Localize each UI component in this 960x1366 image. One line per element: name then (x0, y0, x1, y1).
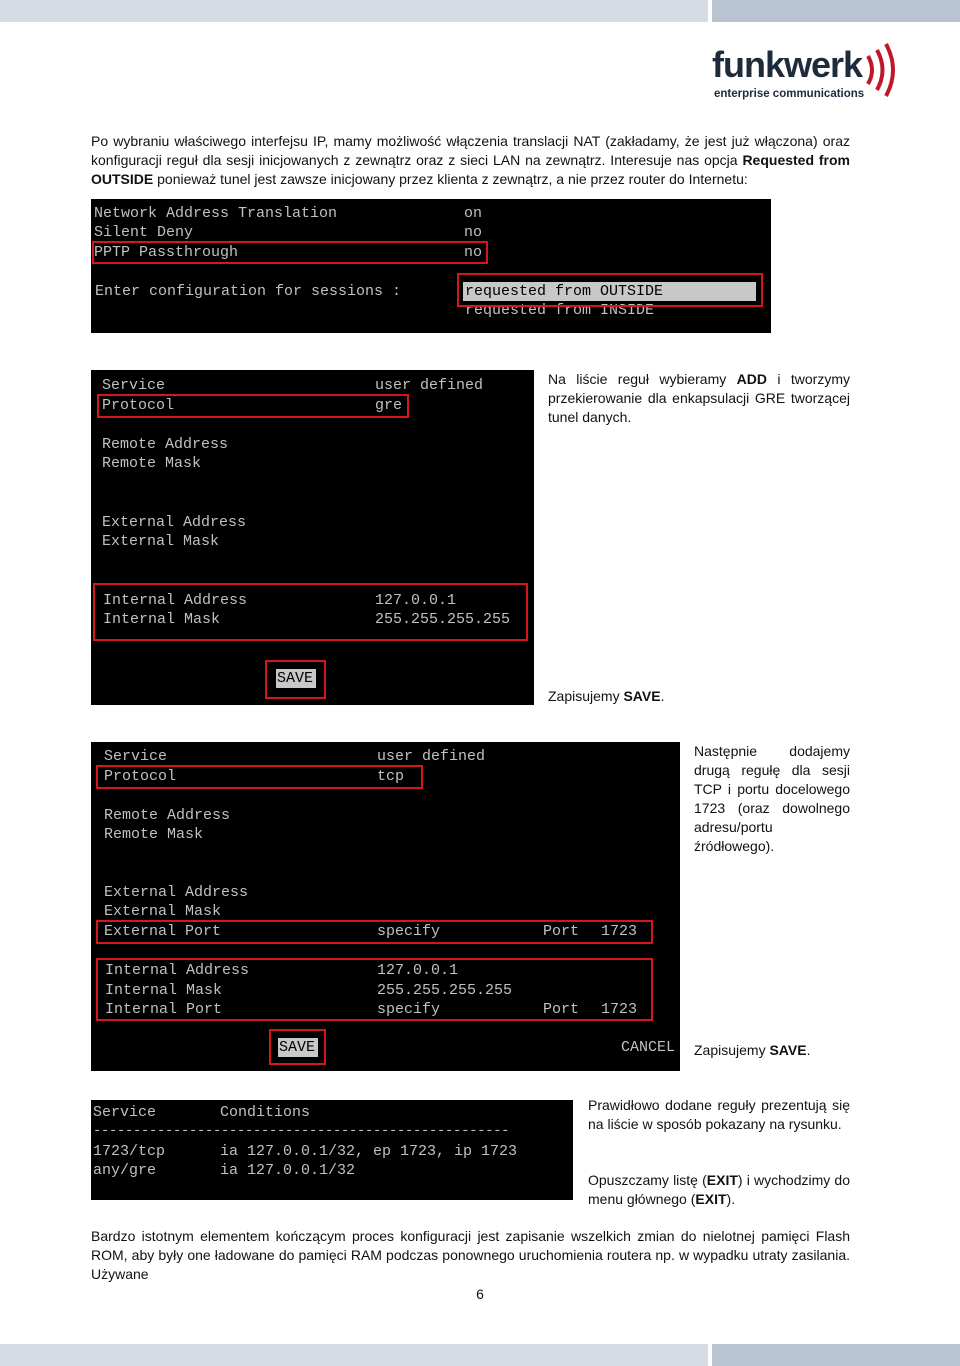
funkwerk-logo (712, 44, 912, 106)
internal-mask-label: Internal Mask (105, 982, 223, 999)
page-number: 6 (476, 1286, 484, 1302)
rule-row-2-conditions[interactable]: ia 127.0.0.1/32 (220, 1162, 356, 1179)
exit-note-text-2: ) i wychodzimy do menu głównego ( (588, 1172, 850, 1207)
option-requested-outside[interactable]: requested from OUTSIDE (465, 283, 664, 300)
gre-note-text-1: Na liście reguł wybieramy (548, 371, 737, 387)
pptp-value[interactable]: no (464, 244, 483, 261)
save-highlight-box (269, 1029, 326, 1065)
exit-note-bold-2: EXIT (695, 1191, 727, 1207)
service-label: Service (102, 377, 166, 394)
save-note-1-end: . (660, 688, 665, 704)
intro-text-2: ponieważ tunel jest zawsze inicjowany przez klienta z zewnątrz, a nie przez router do Internetu: (153, 171, 748, 187)
save-note-2-bold: SAVE (769, 1042, 807, 1058)
rule-row-1-conditions[interactable]: ia 127.0.0.1/32, ep 1723, ip 1723 (220, 1143, 518, 1160)
gre-rule-screen (91, 370, 534, 705)
internal-address-value[interactable]: 127.0.0.1 (375, 592, 457, 609)
service-column-header: Service (93, 1104, 157, 1121)
internal-highlight-box (93, 583, 528, 641)
external-port-highlight-box (96, 920, 653, 944)
gre-note (548, 370, 850, 427)
gre-note-bold: ADD (736, 371, 767, 387)
internal-mask-value[interactable]: 255.255.255.255 (377, 982, 513, 999)
bottom-band-left (0, 1344, 708, 1366)
save-note-2 (694, 1041, 854, 1060)
protocol-highlight-box (97, 394, 409, 418)
internal-port-mode[interactable]: specify (377, 1001, 441, 1018)
internal-highlight-box (96, 958, 653, 1021)
service-label: Service (104, 748, 168, 765)
save-note-2-end: . (806, 1042, 811, 1058)
save-note-1-text: Zapisujemy (548, 688, 624, 704)
remote-address-label[interactable]: Remote Address (102, 436, 229, 453)
rule-row-2-service[interactable]: any/gre (93, 1162, 157, 1179)
conditions-column-header: Conditions (220, 1104, 311, 1121)
top-band-right (712, 0, 960, 22)
remote-mask-label[interactable]: Remote Mask (104, 826, 204, 843)
protocol-highlight-box (96, 765, 423, 789)
internal-port-label: Internal Port (105, 1001, 223, 1018)
tcp-note (694, 742, 850, 856)
external-port-label: External Port (104, 923, 222, 940)
bottom-band-right (712, 1344, 960, 1366)
top-band-left (0, 0, 708, 22)
external-address-label[interactable]: External Address (102, 514, 247, 531)
sessions-prompt: Enter configuration for sessions : (95, 283, 402, 300)
internal-port-word: Port (543, 1001, 580, 1018)
tcp-note-text: Następnie dodajemy drugą regułę dla sesji TCP i portu docelowego 1723 (oraz dowolnego adresu/portu źródłowego). (694, 743, 850, 854)
protocol-label: Protocol (102, 397, 175, 414)
intro-paragraph (91, 132, 850, 189)
save-button[interactable]: SAVE (277, 670, 314, 687)
save-highlight-box (265, 660, 326, 699)
exit-note (588, 1171, 850, 1209)
save-button[interactable]: SAVE (279, 1039, 316, 1056)
pptp-label: PPTP Passthrough (94, 244, 239, 261)
logo-tagline: enterprise communications (714, 88, 865, 100)
pptp-highlight-box (92, 241, 488, 264)
intro-bold-option: Requested from OUTSIDE (91, 152, 850, 187)
gre-note-text-2: i tworzymy przekierowanie dla enkapsulacji GRE tworzącej tunel danych. (548, 371, 850, 425)
internal-address-label: Internal Address (103, 592, 248, 609)
tcp-rule-screen (91, 742, 680, 1071)
external-mask-label[interactable]: External Mask (104, 903, 222, 920)
outside-highlight-box (457, 273, 763, 307)
service-value[interactable]: user defined (377, 748, 486, 765)
internal-mask-value[interactable]: 255.255.255.255 (375, 611, 511, 628)
list-divider: ---------------------------------------------------- (93, 1123, 510, 1139)
save-note-1-bold: SAVE (623, 688, 661, 704)
external-mask-label[interactable]: External Mask (102, 533, 220, 550)
nat-settings-screen (91, 199, 771, 333)
remote-mask-label[interactable]: Remote Mask (102, 455, 202, 472)
cancel-button[interactable]: CANCEL (621, 1039, 676, 1056)
exit-note-bold-1: EXIT (706, 1172, 738, 1188)
nat-value[interactable]: on (464, 205, 483, 222)
save-note-2-text: Zapisujemy (694, 1042, 770, 1058)
internal-mask-label: Internal Mask (103, 611, 221, 628)
exit-note-text-1: Opuszczamy listę ( (588, 1172, 707, 1188)
external-address-label[interactable]: External Address (104, 884, 249, 901)
outro-paragraph (91, 1227, 850, 1284)
option-requested-inside[interactable]: requested from INSIDE (465, 302, 655, 319)
external-port-word: Port (543, 923, 580, 940)
external-port-value[interactable]: 1723 (601, 923, 638, 940)
remote-address-label[interactable]: Remote Address (104, 807, 231, 824)
internal-address-label: Internal Address (105, 962, 250, 979)
rule-row-1-service[interactable]: 1723/tcp (93, 1143, 166, 1160)
rules-list-note-text: Prawidłowo dodane reguły prezentują się na liście w sposób pokazany na rysunku. (588, 1097, 850, 1132)
external-port-mode[interactable]: specify (377, 923, 441, 940)
protocol-value[interactable]: tcp (377, 768, 405, 785)
protocol-value[interactable]: gre (375, 397, 403, 414)
save-note-1 (548, 687, 748, 706)
signal-waves-icon (862, 42, 902, 98)
exit-note-text-3: ). (726, 1191, 736, 1207)
logo-wordmark: funkwerk (712, 44, 863, 85)
internal-address-value[interactable]: 127.0.0.1 (377, 962, 459, 979)
nat-label: Network Address Translation (94, 205, 338, 222)
silent-deny-value[interactable]: no (464, 224, 483, 241)
rules-list-screen (91, 1100, 573, 1200)
outro-text: Bardzo istotnym elementem kończącym proces konfiguracji jest zapisanie wszelkich zmian do nielotnej pamięci Flash ROM, aby były one ładowane do pamięci RAM podczas ponownego uruchomienia routera np. w wypadku utraty zasilania. Używane (91, 1228, 850, 1282)
internal-port-value[interactable]: 1723 (601, 1001, 638, 1018)
silent-deny-label: Silent Deny (94, 224, 194, 241)
protocol-label: Protocol (104, 768, 177, 785)
service-value[interactable]: user defined (375, 377, 484, 394)
rules-list-note (588, 1096, 850, 1134)
intro-text-1: Po wybraniu właściwego interfejsu IP, mamy możliwość włączenia translacji NAT (zakładamy, że jest już włączona) oraz konfiguracji reguł dla sesji inicjowanych z zewnątrz oraz z sieci LAN na zewnątrz. Interesuje nas opcja (91, 133, 850, 168)
